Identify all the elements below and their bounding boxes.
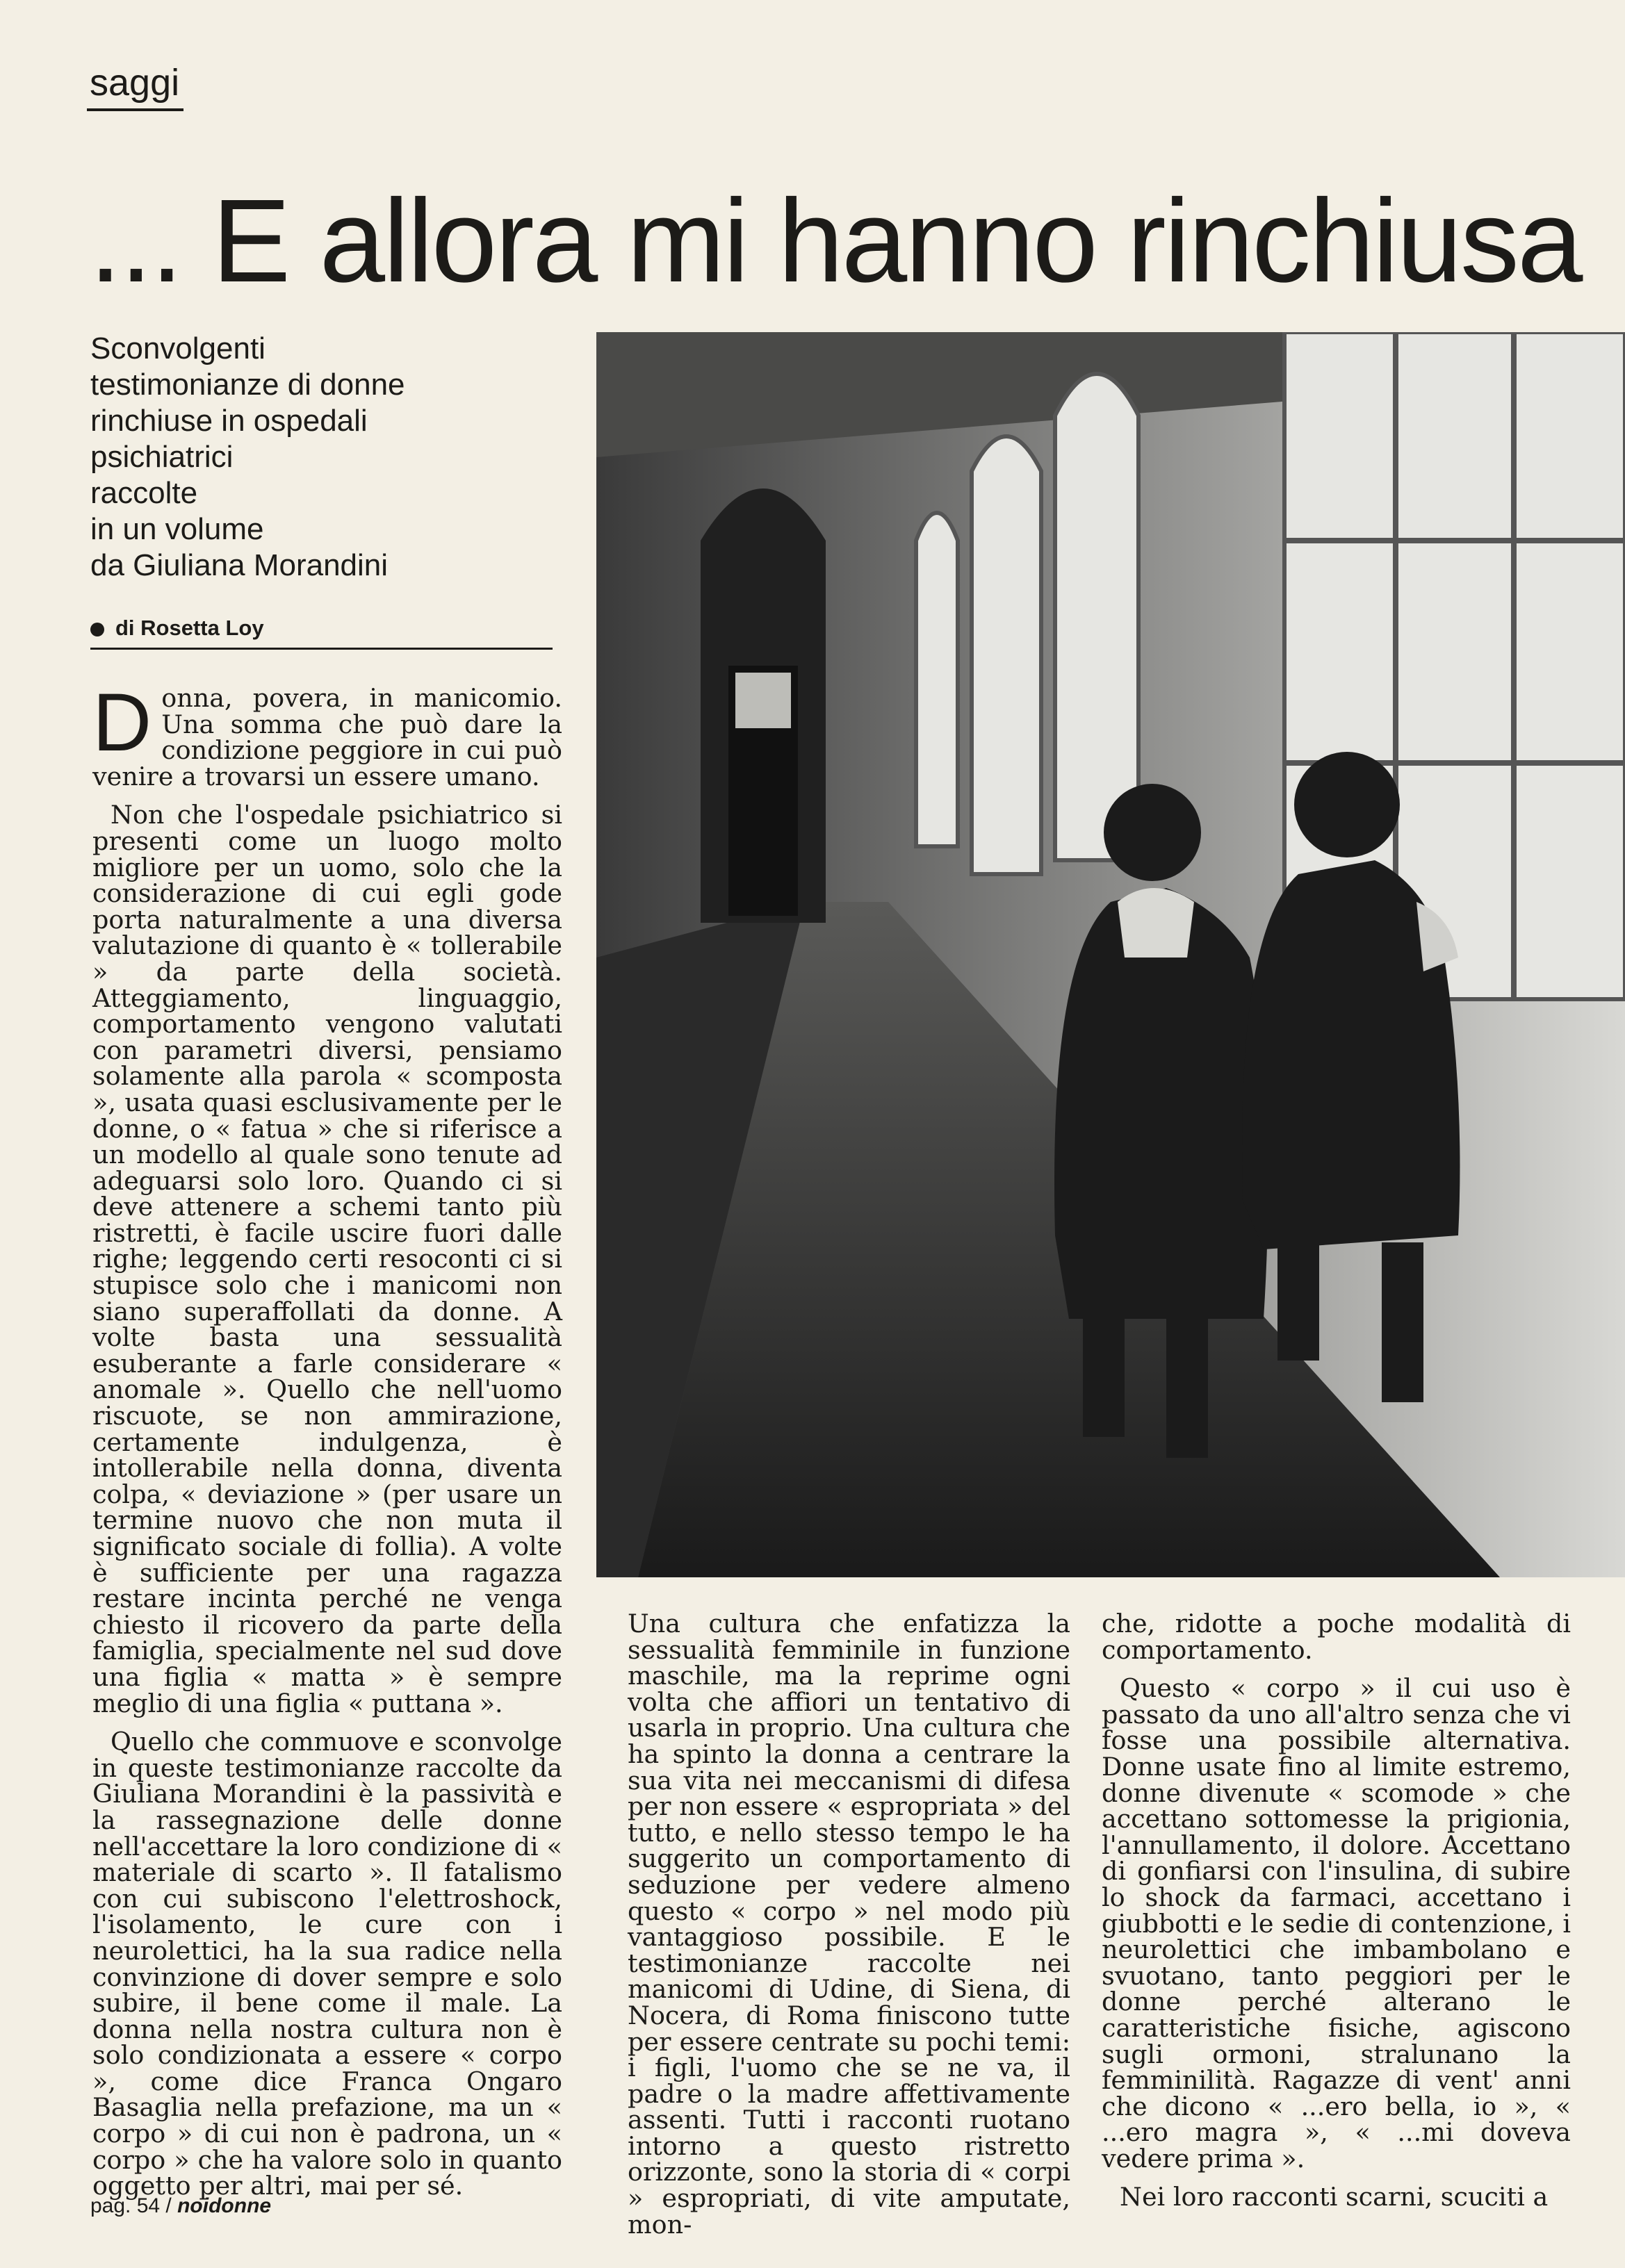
article-column-3 <box>1102 1611 1571 2210</box>
drop-cap: D <box>92 677 152 769</box>
paragraph: Questo « corpo » il cui uso è passato da uno all'altro senza che vi fosse una possibile alternativa. Donne usate fino al limite estremo, donne divenute « scomode » che accettano sottomesse la prigionia, l'annullamento, il dolore. Accettano di gonfiarsi con l'insulina, di subire lo shock da farmaci, accettano i giubbotti e le sedie di contenzione, i neurolettici che imbambolano e svuotano, tanto peggiori per le donne perché alterano le caratteristiche fisiche, agiscono sugli ormoni, stralunano la femminilità. Ragazze di vent' anni che dicono « ...ero bella, io », « ...ero magra », « ...mi doveva vedere prima ». <box>1102 1673 1571 2174</box>
article-photo <box>596 332 1625 1577</box>
subtitle-line: raccolte <box>90 476 198 510</box>
article-title: ... E allora mi hanno rinchiusa <box>89 175 1581 307</box>
subtitle-line: psichiatrici <box>90 440 234 474</box>
subtitle-line: da Giuliana Morandini <box>90 548 389 582</box>
byline <box>90 616 553 650</box>
paragraph: Una cultura che enfatizza la sessualità femminile in funzione maschile, ma la reprime ogni volta che affiori un tentativo di usarla in proprio. Una cultura che ha spinto la donna a centrare la sua vita nei meccanismi di difesa per non essere « espropriata » del tutto, e nello stesso tempo le ha suggerito un comportamento di seduzione per vedere almeno questo « corpo » nel modo più vantaggioso possibile. E le testimonianze raccolte nei manicomi di Udine, di Siena, di Nocera, di Roma finiscono tutte per essere centrate su pochi temi: i figli, l'uomo che se ne va, il padre o la madre affettivamente assenti. Tutti i racconti ruotano intorno a questo ristretto orizzonte, sono la storia di « corpi » espropriati, di vite amputate, mon- <box>628 1609 1070 2240</box>
subtitle-line: Sconvolgenti <box>90 331 266 365</box>
page-footer <box>90 2194 271 2218</box>
subtitle-line: in un volume <box>90 512 264 546</box>
article-column-2 <box>628 1609 1070 2240</box>
article-column-1 <box>92 677 562 2201</box>
subtitle-line: rinchiuse in ospedali <box>90 404 368 438</box>
paragraph: Quello che commuove e sconvolge in queste testimonianze raccolte da Giuliana Morandini è la passività e la rassegnazione delle donne nell'accettare la loro condizione di « materiale di scarto ». Il fatalismo con cui subiscono l'elettroshock, l'isolamento, le cure con i neurolettici, ha la sua radice nella convinzione di dover sempre e solo subire, il bene come il male. La donna nella nostra cultura non è solo condizionata a essere « corpo », come dice Franca Ongaro Basaglia nella prefazione, ma un « corpo » di cui non è padrona, un « corpo » che ha valore solo in quanto oggetto per altri, mai per sé. <box>92 1727 562 2201</box>
paragraph: Donna, povera, in manicomio. Una somma che può dare la condizione peggiore in cui può venire a trovarsi un essere umano. <box>92 677 562 791</box>
paragraph: Non che l'ospedale psichiatrico si presenti come un luogo molto migliore per un uomo, solo che la considerazione di cui egli gode porta naturalmente a una diversa valutazione di quanto è « tollerabile » da parte della società. Atteggiamento, linguaggio, comportamento vengono valutati con parametri diversi, pensiamo solamente alla parola « scomposta », usata quasi esclusivamente per le donne, o « fatua » che si riferisce a un modello al quale sono tenute ad adeguarsi solo loro. Quando ci si deve attenere a schemi tanto più ristretti, è facile uscire fuori dalle righe; leggendo certi resoconti ci si stupisce solo che i manicomi non siano superaffollati da donne. A volte basta una sessualità esuberante a farle considerare « anomale ». Quello che nell'uomo riscuote, se non ammirazione, certamente indulgenza, è intollerabile nella donna, diventa colpa, « deviazione » (per usare un termine nuovo che non muta il significato sociale di follia). A volte è sufficiente per una ragazza restare incinta perché ne venga chiesto il ricovero da parte della famiglia, specialmente nel sud dove una figlia « matta » è sempre meglio di una figlia « puttana ». <box>92 800 562 1718</box>
corridor-photo-illustration <box>596 332 1625 1577</box>
bullet-icon <box>90 623 104 636</box>
subtitle-line: testimonianze di donne <box>90 368 405 402</box>
section-label: saggi <box>87 61 183 111</box>
page-number: pag. 54 / <box>90 2194 172 2217</box>
paragraph: che, ridotte a poche modalità di comportamento. <box>1102 1609 1571 1665</box>
byline-author: di Rosetta Loy <box>115 616 264 640</box>
article-subtitle <box>90 331 542 584</box>
publication-name: noidonne <box>177 2194 272 2217</box>
paragraph: Nei loro racconti scarni, scuciti a <box>1120 2182 1549 2212</box>
